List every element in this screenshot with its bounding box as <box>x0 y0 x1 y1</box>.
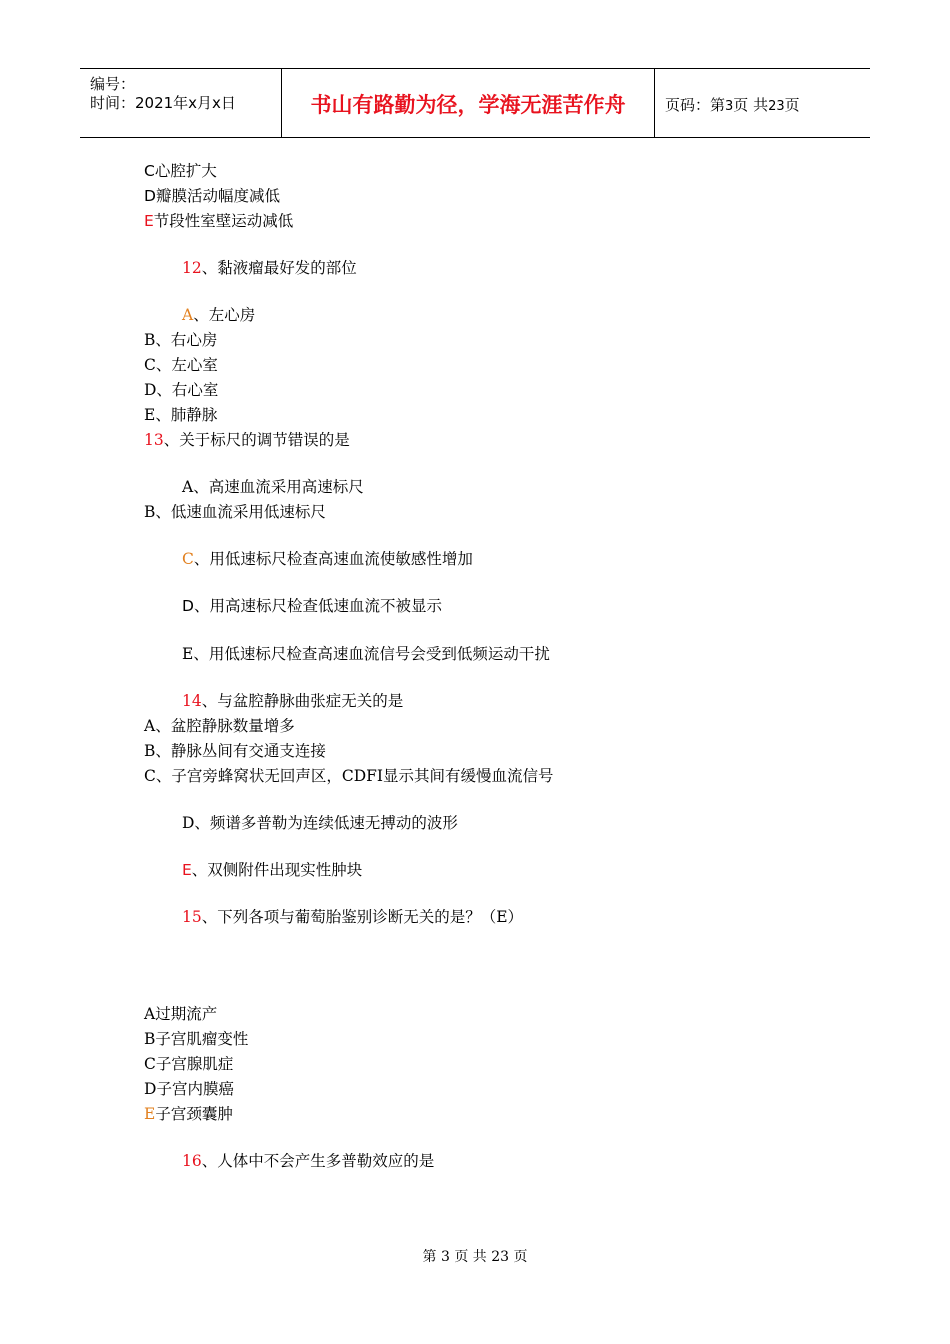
time-label: 时间：2021年x月x日 <box>90 94 236 112</box>
question-line: 14、与盆腔静脉曲张症无关的是 <box>182 692 404 710</box>
header-page-cell <box>655 69 870 137</box>
option-line: B、低速血流采用低速标尺 <box>144 503 326 521</box>
header-page-number <box>665 94 800 115</box>
option-line: D瓣膜活动幅度减低 <box>144 187 280 205</box>
motto: 书山有路勤为径，学海无涯苦作舟 <box>310 93 626 117</box>
question-line: 12、黏液瘤最好发的部位 <box>182 259 357 277</box>
option-line: E节段性室壁运动减低 <box>144 212 294 230</box>
option-line: C心腔扩大 <box>144 162 217 180</box>
option-line: D、用高速标尺检查低速血流不被显示 <box>182 597 442 615</box>
option-line: A、盆腔静脉数量增多 <box>144 717 295 735</box>
option-line: E、肺静脉 <box>144 406 218 424</box>
option-line: D子宫内膜癌 <box>144 1080 234 1098</box>
option-line: C子宫腺肌症 <box>144 1055 234 1073</box>
question-line: 13、关于标尺的调节错误的是 <box>144 431 350 449</box>
option-line: E、双侧附件出现实性肿块 <box>182 861 363 879</box>
option-line: D、频谱多普勒为连续低速无搏动的波形 <box>182 814 458 832</box>
page-total: 23 <box>768 99 785 114</box>
option-line: E子宫颈囊肿 <box>144 1105 233 1123</box>
option-line: C、用低速标尺检查高速血流使敏感性增加 <box>182 550 473 568</box>
page-mid: 页 共 <box>733 96 769 114</box>
option-line: A、高速血流采用高速标尺 <box>182 478 364 496</box>
option-line: C、子宫旁蜂窝状无回声区，CDFI显示其间有缓慢血流信号 <box>144 767 554 785</box>
question-line: 15、下列各项与葡萄胎鉴别诊断无关的是？（E） <box>182 908 524 926</box>
option-line: E、用低速标尺检查高速血流信号会受到低频运动干扰 <box>182 645 550 663</box>
page-current: 3 <box>725 99 734 114</box>
code-label: 编号： <box>90 75 136 93</box>
page-prefix: 页码：第 <box>665 96 726 114</box>
option-line: C、左心室 <box>144 356 218 374</box>
header-motto-cell <box>282 69 655 137</box>
option-line: A过期流产 <box>144 1005 218 1023</box>
header-info-cell <box>80 69 282 137</box>
page-suffix: 页 <box>784 96 800 114</box>
page-footer: 第 3 页 共 23 页 <box>422 1249 528 1265</box>
option-line: B、静脉丛间有交通支连接 <box>144 742 326 760</box>
page-header <box>80 68 870 138</box>
option-line: B、右心房 <box>144 331 218 349</box>
option-line: A、左心房 <box>182 306 256 324</box>
option-line: B子宫肌瘤变性 <box>144 1030 249 1048</box>
question-line: 16、人体中不会产生多普勒效应的是 <box>182 1152 435 1170</box>
option-line: D、右心室 <box>144 381 219 399</box>
